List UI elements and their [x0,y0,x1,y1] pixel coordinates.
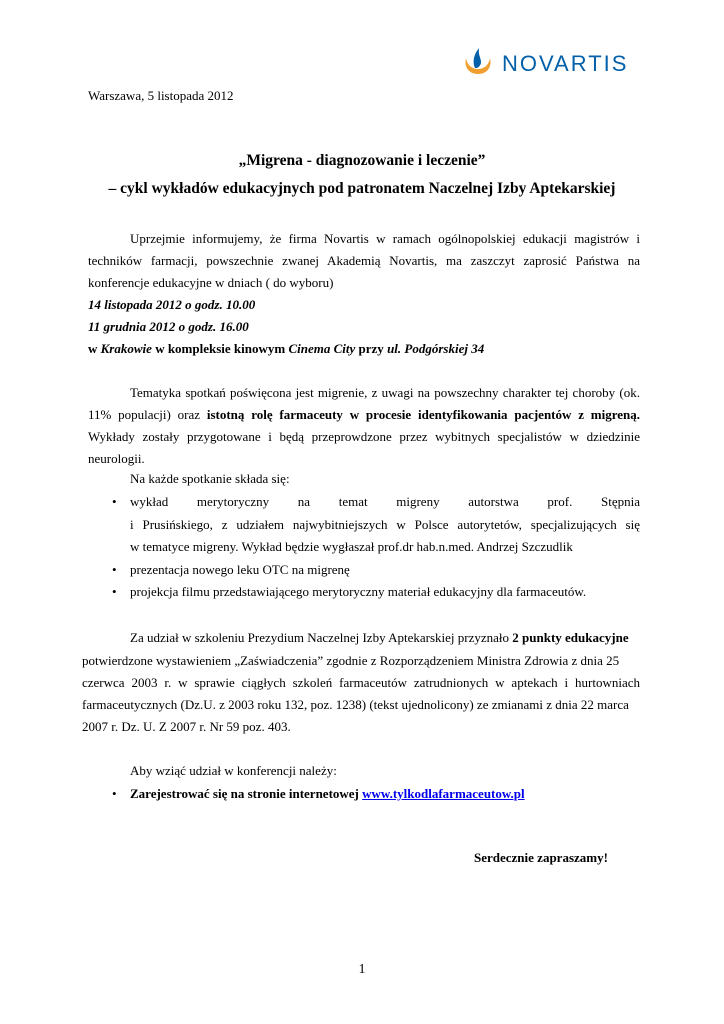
registration-intro: Aby wziąć udział w konferencji należy: [130,763,337,778]
points-highlight: 2 punkty edukacyjne [512,630,629,645]
points-line-5: 2007 r. Dz. U. Z 2007 r. Nr 59 poz. 403. [82,719,291,734]
registration-link[interactable]: www.tylkodlafarmaceutow.pl [362,786,525,801]
conference-date-1: 14 listopada 2012 o godz. 10.00 [88,297,256,312]
venue-line: w Krakowie w kompleksie kinowym Cinema City przy ul. Podgórskiej 34 [88,341,485,356]
title-line-1: „Migrena - diagnozowanie i leczenie” [238,152,486,169]
flame-icon [460,44,496,78]
bullet-icon: • [112,561,117,577]
intro-text: Uprzejmie informujemy, że firma Novartis w ramach ogólnopolskiej edukacji magistrów i techników farmacji, powszechnie zwanej Akademią Novartis, ma zaszczyt zaprosić Państwa na konferencje edukacyjne w dniach ( do wyboru) [88,231,640,290]
topic-paragraph: Tematyka spotkań poświęcona jest migrenie, z uwagi na powszechny charakter tej choroby (ok. 11% populacji) oraz istotną rolę farmaceuty w procesie identyfikowania pacjentów z migreną. Wykłady zostały przygotowane i będą przeprowdzone przez wybitnych specjalistów w dziedzinie neurologii. [88,385,640,466]
date-line: Warszawa, 5 listopada 2012 [88,88,234,103]
meeting-list [112,491,640,604]
bullet-icon: • [112,494,117,509]
list-item: • projekcja filmu przedstawiającego merytoryczny materiał edukacyjny dla farmaceutów. [112,581,640,604]
list-item: • Zarejestrować się na stronie internetowej www.tylkodlafarmaceutow.pl [112,783,640,806]
page-number: 1 [358,962,366,977]
closing-line: Serdecznie zapraszamy! [474,850,608,865]
points-line-1: Za udział w szkoleniu Prezydium Naczelnej Izby Aptekarskiej przyznało 2 punkty edukacyjne [130,630,629,645]
venue-city: Krakowie [100,341,152,356]
intro-paragraph [88,228,640,294]
bullet-icon: • [112,786,117,801]
venue-cinema: Cinema City [288,341,356,356]
points-line-3: czerwca 2003 r. w sprawie ciągłych szkoleń farmaceutów zatrudnionych w aptekach i hurtowniach [82,675,640,690]
list-item: • prezentacja nowego leku OTC na migrenę [112,559,640,582]
conference-date-2: 11 grudnia 2012 o godz. 16.00 [88,319,249,334]
list-item: • wykład merytoryczny na temat migreny autorstwa prof. Stępnia i Prusińskiego, z udziałem najwybitniejszych w Polsce autorytetów, specjalizujących się w tematyce migreny. Wykład będzie wygłaszał prof.dr hab.n.med. Andrzej Szczudlik [112,491,640,559]
venue-street: ul. Podgórskiej 34 [387,341,485,356]
registration-list [112,783,640,806]
title-line-2: – cykl wykładów edukacyjnych pod patronatem Naczelnej Izby Aptekarskiej [108,180,616,197]
points-line-4: farmaceutycznych (Dz.U. z 2003 roku 132, poz. 1238) (tekst ujednolicony) ze zmianami z dnia 22 marca [82,697,629,712]
novartis-logo [460,44,640,78]
bullet-icon: • [112,584,117,599]
logo-wordmark: NOVARTIS [502,51,629,76]
points-line-2: potwierdzone wystawieniem „Zaświadczenia” zgodnie z Rozporządzeniem Ministra Zdrowia z dnia 25 [82,653,620,668]
meeting-intro: Na każde spotkanie składa się: [130,471,290,486]
topic-highlight: istotną rolę farmaceuty w procesie identyfikowania pacjentów z migreną. [206,407,640,422]
